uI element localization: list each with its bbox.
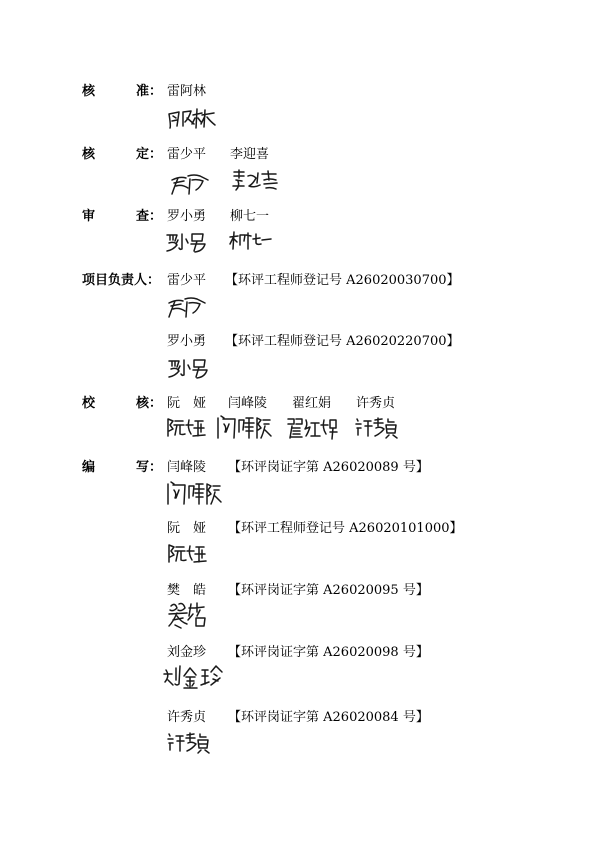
label-colon: ： [149,84,163,99]
compile-reg-1: 【环评岗证字第 A26020089 号】 [228,460,429,475]
signature-lei-shaoping [170,170,210,196]
leader-name-2: 罗小勇 [167,334,207,349]
signature-yan-fengling [215,414,271,440]
leader-label: 项目负责人： [82,273,161,288]
compile-reg-4: 【环评岗证字第 A26020098 号】 [228,645,429,660]
compile-name-1: 闫峰陵 [167,460,207,475]
compile-name-5: 许秀贞 [167,710,207,725]
proofread-name-3: 翟红娟 [292,396,332,411]
label-colon: ： [149,396,163,411]
label-colon: ： [149,147,163,162]
signature-zhai-hongjuan [286,416,338,440]
label-char-2: 核 [136,396,150,411]
compile-name-2: 阮 娅 [167,521,207,536]
signature-ruan-ya-2 [166,542,206,564]
leader-reg-2: 【环评工程师登记号 A26020220700】 [225,334,460,349]
proofread-name-1: 阮 娅 [167,396,207,411]
compile-reg-2: 【环评工程师登记号 A26020101000】 [228,521,463,536]
label-char-1: 核 [82,147,96,162]
label-char-1: 审 [82,209,96,224]
signature-lei-alin [167,106,217,130]
compile-name-4: 刘金珍 [167,645,207,660]
label-colon: ： [149,460,163,475]
signature-liu-jinzhen [162,662,224,692]
label-char-2: 写 [136,460,150,475]
compile-name-3: 樊 皓 [167,583,207,598]
label-colon: ： [149,209,163,224]
review-name-1: 罗小勇 [167,209,207,224]
signature-liu-qiyi [228,229,272,251]
compile-reg-3: 【环评岗证字第 A26020095 号】 [228,583,429,598]
approve-name-1: 雷阿林 [167,84,207,99]
label-char-2: 定 [136,147,150,162]
signature-luo-xiaoyong-2 [167,357,209,379]
signature-ruan-ya [165,416,205,438]
proofread-name-2: 闫峰陵 [228,396,268,411]
review-name-2: 柳七一 [230,209,270,224]
compile-reg-5: 【环评岗证字第 A26020084 号】 [228,710,429,725]
leader-name-1: 雷少平 [167,273,207,288]
label-char-2: 准 [136,84,150,99]
label-char-1: 校 [82,396,96,411]
label-char-2: 查 [136,209,150,224]
signature-yan-fengling-2 [165,480,221,506]
label-char-1: 编 [82,460,96,475]
signature-xu-xiuzhen-2 [166,731,210,753]
leader-reg-1: 【环评工程师登记号 A26020030700】 [225,273,460,288]
finalize-name-1: 雷少平 [167,147,207,162]
signature-li-yingxi [230,168,280,194]
signature-lei-shaoping-2 [167,293,207,319]
signature-fan-hao [167,600,207,630]
signature-luo-xiaoyong [165,231,207,253]
label-char-1: 核 [82,84,96,99]
proofread-name-4: 许秀贞 [356,396,396,411]
finalize-name-2: 李迎喜 [230,147,270,162]
signature-xu-xiuzhen [354,416,398,438]
